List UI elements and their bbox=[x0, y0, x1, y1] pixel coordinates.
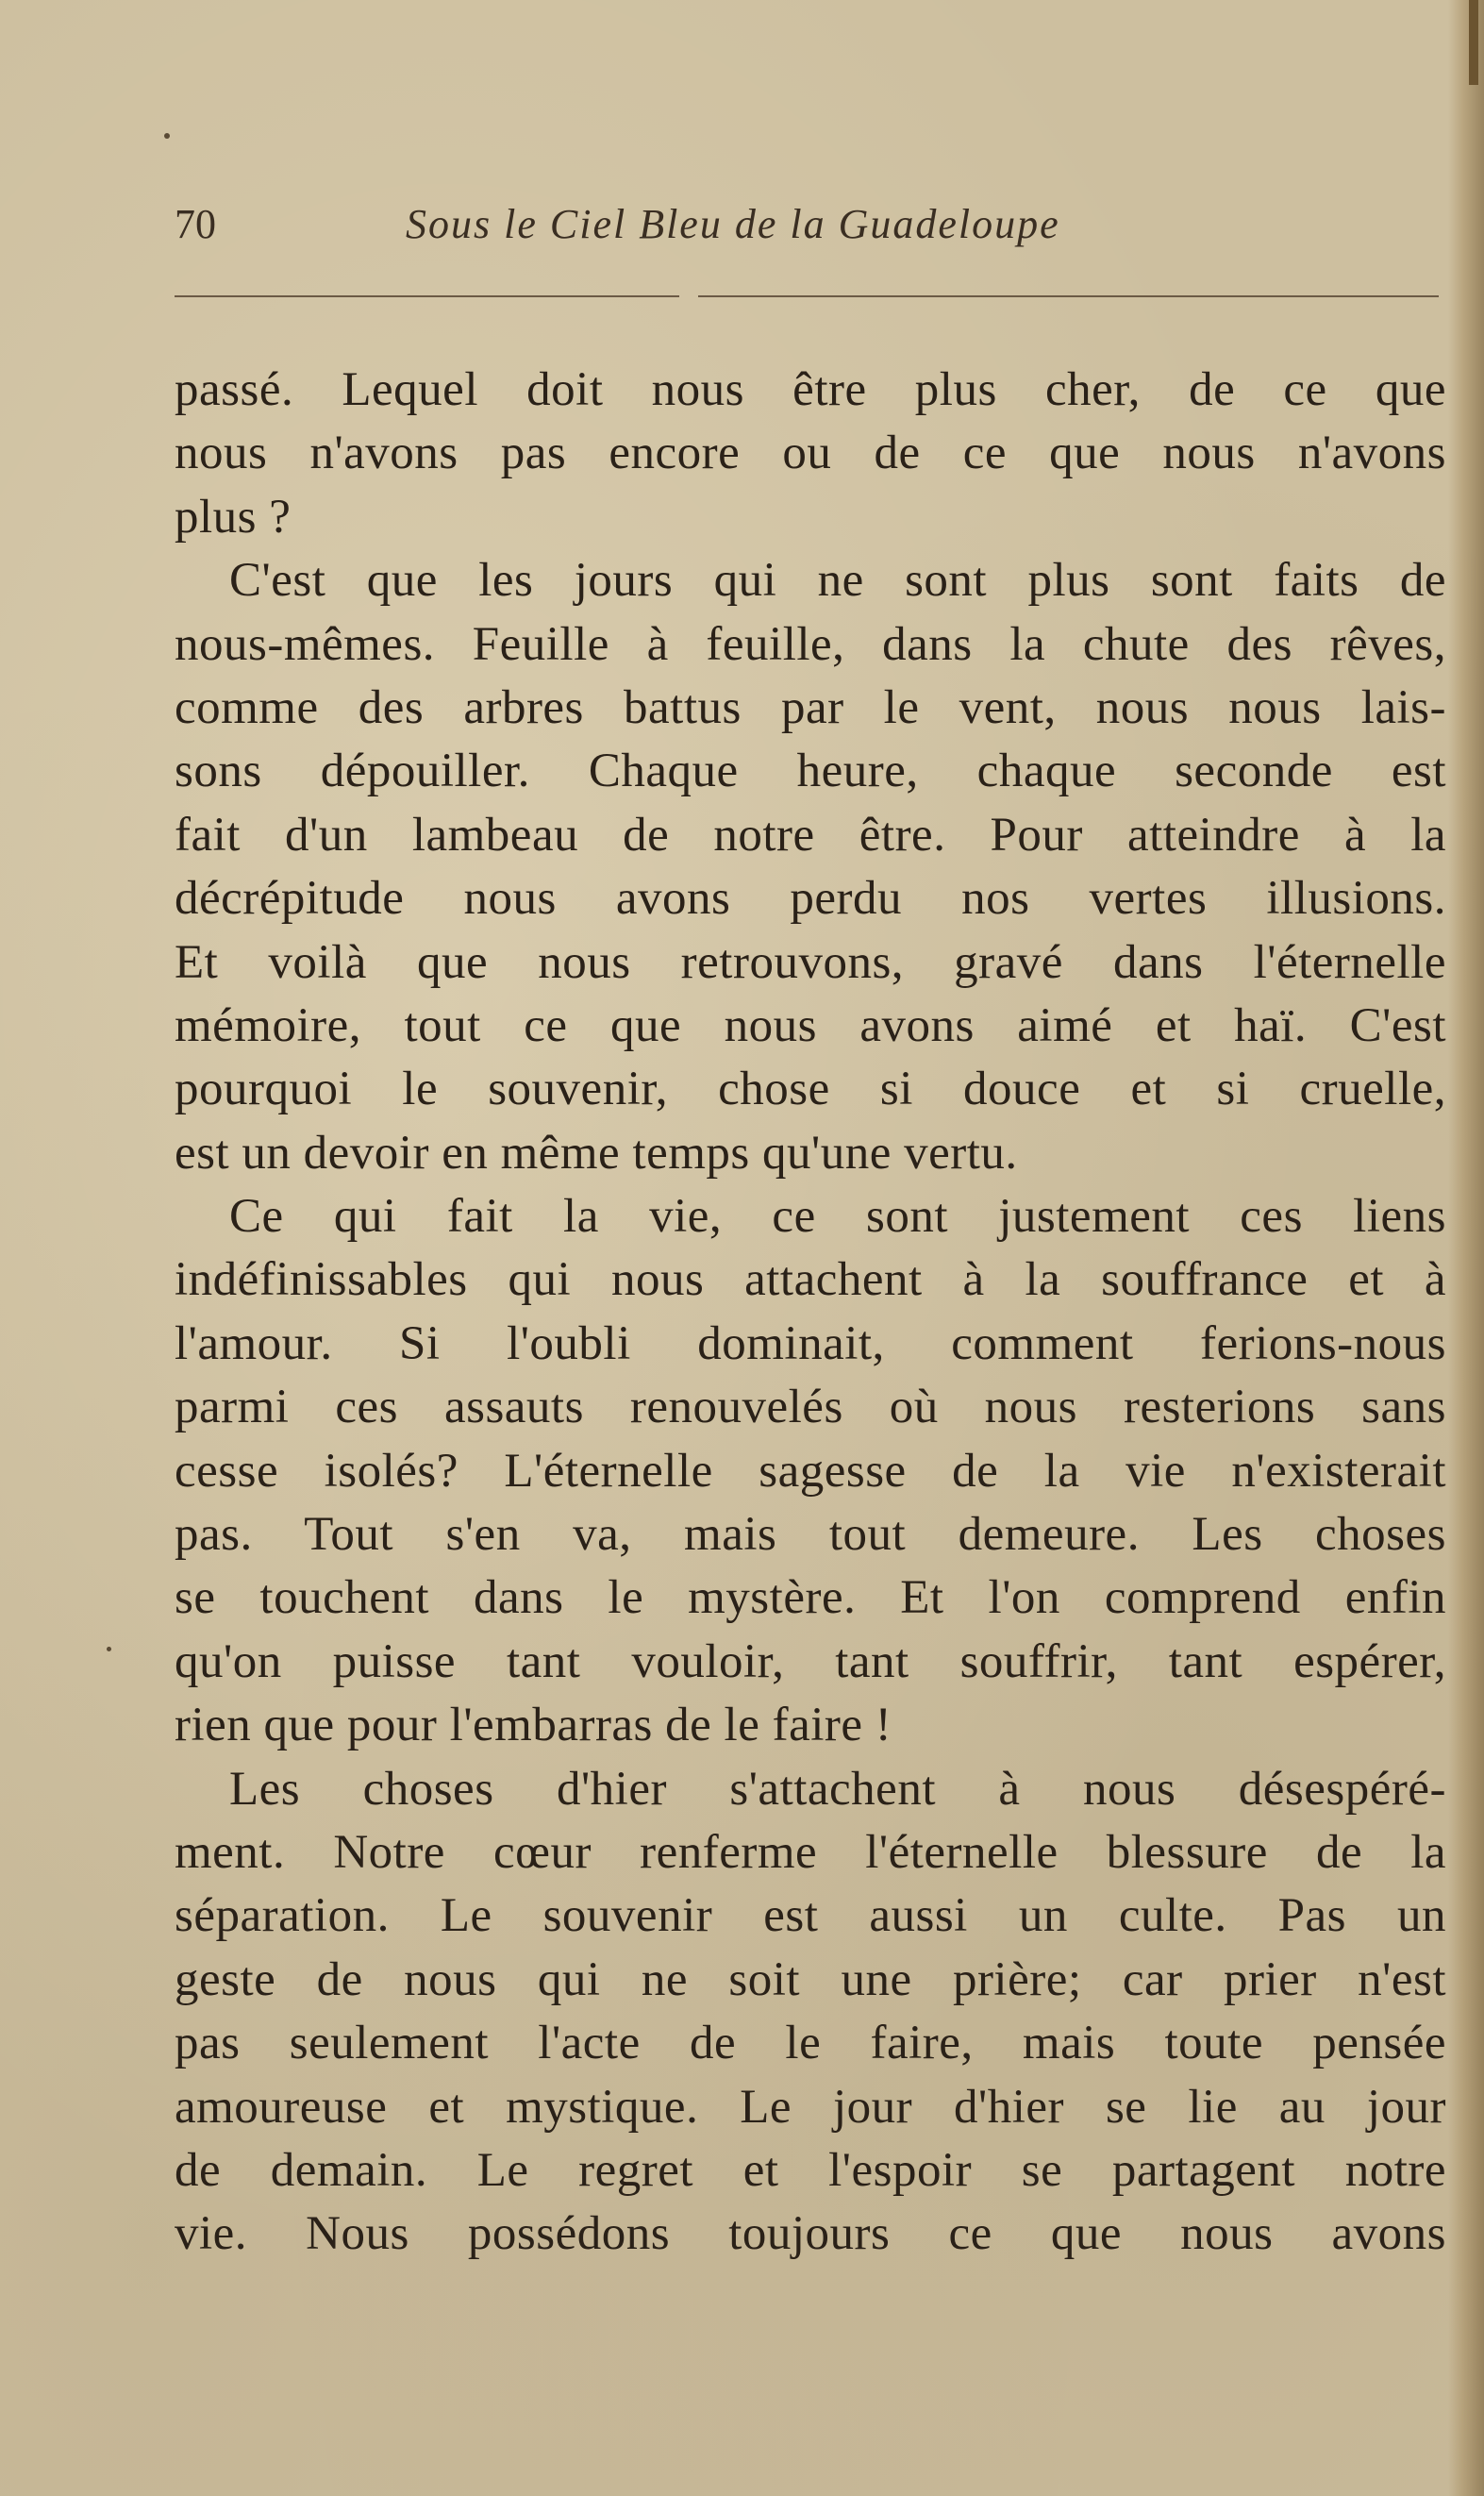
text-line: mémoire, tout ce que nous avons aimé et haï. C'est bbox=[175, 998, 1446, 1052]
text-line: de demain. Le regret et l'espoir se partagent notre bbox=[175, 2143, 1446, 2197]
page-edge-mark bbox=[1469, 0, 1478, 85]
paper-speck bbox=[107, 1647, 111, 1651]
text-line: l'amour. Si l'oubli dominait, comment ferions-nous bbox=[175, 1316, 1446, 1370]
text-line: Les choses d'hier s'attachent à nous désespéré- bbox=[229, 1762, 1446, 1816]
text-line: Ce qui fait la vie, ce sont justement ces liens bbox=[229, 1190, 1446, 1244]
running-title: Sous le Ciel Bleu de la Guadeloupe bbox=[406, 201, 1060, 247]
text-line: nous-mêmes. Feuille à feuille, dans la chute des rêves, bbox=[175, 617, 1446, 671]
text-line: est un devoir en même temps qu'une vertu. bbox=[175, 1126, 1018, 1180]
text-line: vie. Nous possédons toujours ce que nous avons bbox=[175, 2207, 1446, 2261]
text-line: pas seulement l'acte de le faire, mais toute pensée bbox=[175, 2017, 1446, 2070]
text-line: pas. Tout s'en va, mais tout demeure. Les choses bbox=[175, 1508, 1446, 1562]
text-line: Et voilà que nous retrouvons, gravé dans l'éternelle bbox=[175, 935, 1446, 989]
text-line: sons dépouiller. Chaque heure, chaque seconde est bbox=[175, 745, 1446, 798]
text-line: décrépitude nous avons perdu nos vertes illusions. bbox=[175, 872, 1446, 926]
text-line: passé. Lequel doit nous être plus cher, de ce que bbox=[175, 363, 1446, 416]
text-line: indéfinissables qui nous attachent à la souffrance et à bbox=[175, 1253, 1446, 1307]
header-rule-left bbox=[175, 295, 679, 297]
header-rule-right bbox=[698, 295, 1439, 297]
paper-speck bbox=[164, 133, 170, 139]
text-line: C'est que les jours qui ne sont plus sont faits de bbox=[229, 554, 1446, 608]
page-edge-shadow bbox=[1448, 0, 1484, 2496]
text-line: cesse isolés? L'éternelle sagesse de la vie n'existerait bbox=[175, 1444, 1446, 1498]
text-line: amoureuse et mystique. Le jour d'hier se lie au jour bbox=[175, 2080, 1446, 2134]
page-number: 70 bbox=[175, 201, 216, 247]
text-line: parmi ces assauts renouvelés où nous resterions sans bbox=[175, 1381, 1446, 1434]
text-line: plus ? bbox=[175, 490, 292, 544]
text-line: séparation. Le souvenir est aussi un culte. Pas un bbox=[175, 1889, 1446, 1943]
body-text bbox=[175, 359, 1446, 2267]
text-line: pourquoi le souvenir, chose si douce et si cruelle, bbox=[175, 1063, 1446, 1116]
text-line: qu'on puisse tant vouloir, tant souffrir, tant espérer, bbox=[175, 1634, 1446, 1688]
text-line: comme des arbres battus par le vent, nous nous lais- bbox=[175, 680, 1446, 734]
text-line: nous n'avons pas encore ou de ce que nous n'avons bbox=[175, 427, 1446, 480]
text-line: ment. Notre cœur renferme l'éternelle blessure de la bbox=[175, 1825, 1446, 1879]
text-line: rien que pour l'embarras de le faire ! bbox=[175, 1699, 892, 1752]
text-line: geste de nous qui ne soit une prière; car prier n'est bbox=[175, 1952, 1446, 2006]
page-header bbox=[175, 200, 1443, 266]
text-line: fait d'un lambeau de notre être. Pour atteindre à la bbox=[175, 808, 1446, 862]
text-line: se touchent dans le mystère. Et l'on comprend enfin bbox=[175, 1571, 1446, 1625]
